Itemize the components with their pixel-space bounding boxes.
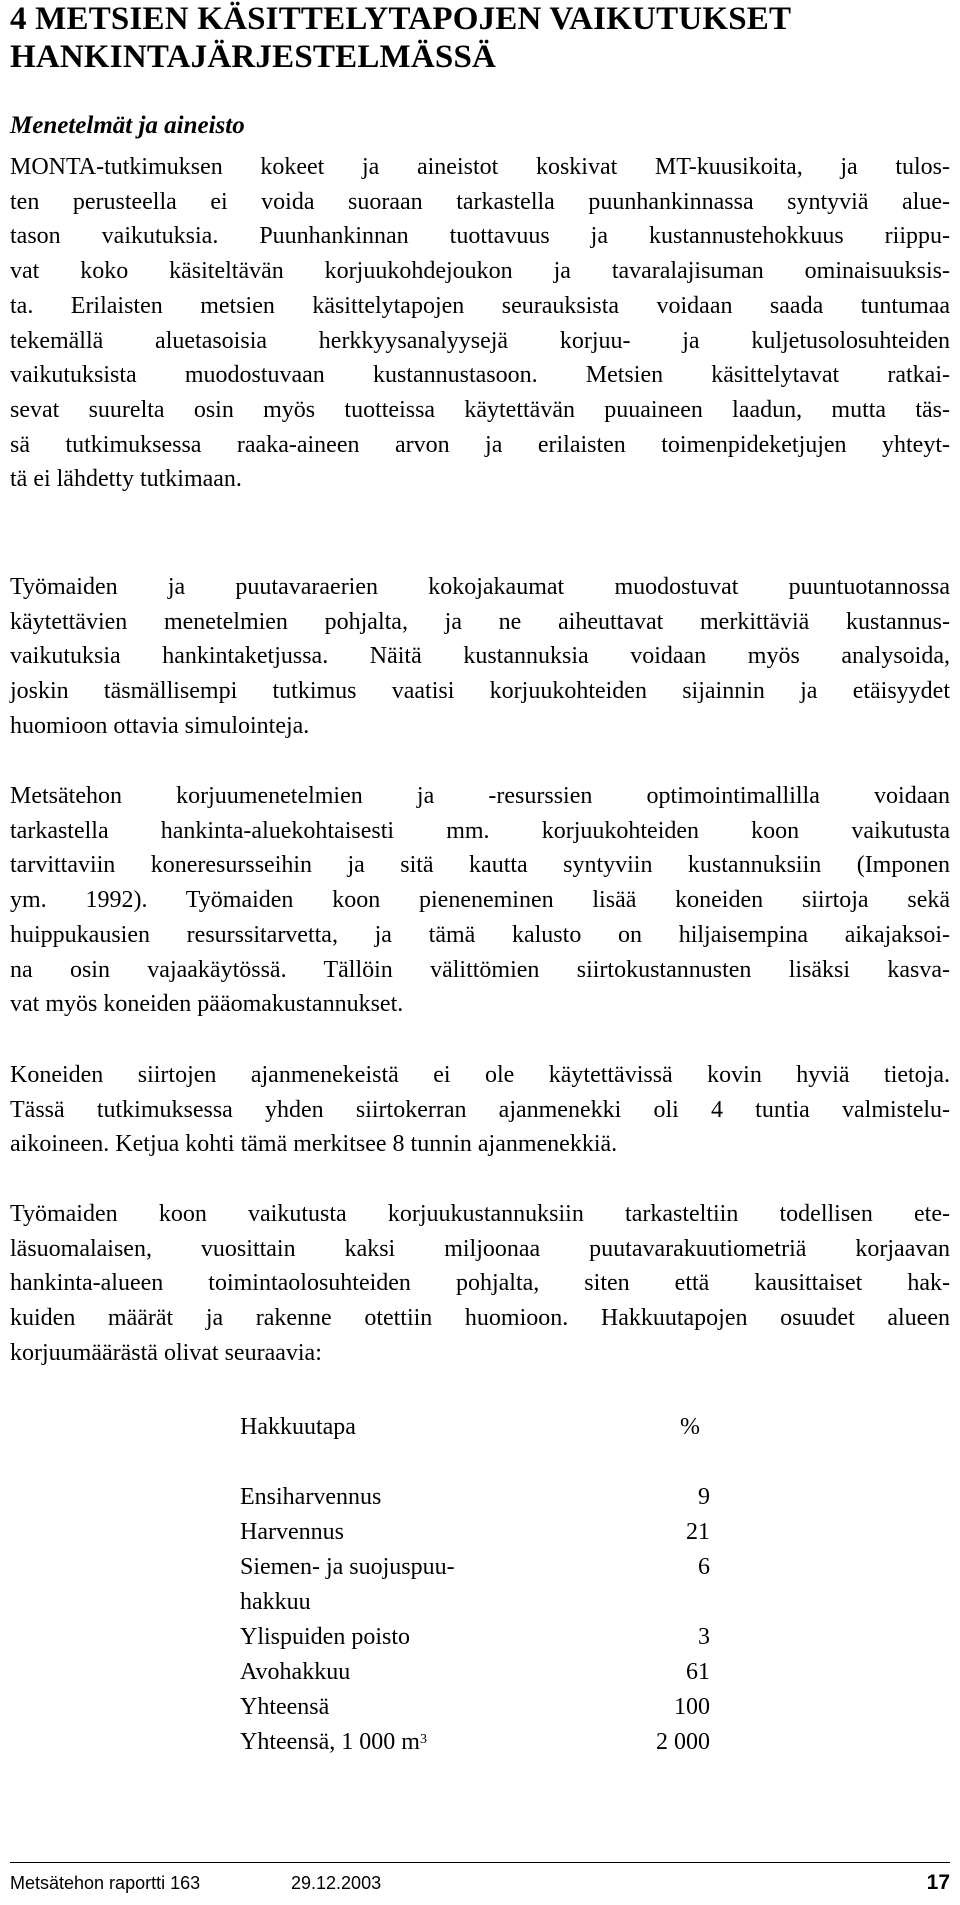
paragraph-3 — [10, 779, 950, 1022]
table-row-value: 61 — [686, 1659, 710, 1685]
table-row-label: Ylispuiden poisto — [240, 1624, 411, 1650]
table-row — [240, 1690, 710, 1725]
chapter-title — [10, 0, 950, 76]
table-row-value: 21 — [686, 1519, 710, 1545]
table-row-label: Yhteensä — [240, 1694, 330, 1720]
table-row — [240, 1585, 710, 1620]
table-total-volume-label — [240, 1725, 427, 1760]
text-line: läsuomalaisen, vuosittain kaksi miljoonaa puutavarakuutiometriä korjaavan — [10, 1235, 950, 1262]
text-line: tarvittaviin koneresursseihin ja sitä kautta syntyviin kustannuksiin (Imponen — [10, 852, 950, 879]
text-line: Tässä tutkimuksessa yhden siirtokerran ajanmenekki oli 4 tuntia valmistelu- — [10, 1096, 950, 1123]
table-row-value: 3 — [698, 1624, 710, 1650]
text-line: käytettävien menetelmien pohjalta, ja ne aiheuttavat merkittäviä kustannus- — [10, 608, 950, 635]
text-line: na osin vajaakäytössä. Tällöin välittömien siirtokustannusten lisäksi kasva- — [10, 956, 950, 983]
total-volume-label-text: Yhteensä, 1 000 m — [240, 1729, 420, 1755]
table-row — [240, 1655, 710, 1690]
table-row-label: Ensiharvennus — [240, 1484, 382, 1510]
table-header-label: Hakkuutapa — [240, 1414, 356, 1440]
table-total-volume-row — [240, 1725, 710, 1760]
text-line: sä tutkimuksessa raaka-aineen arvon ja erilaisten toimenpideketjujen yhteyt- — [10, 431, 950, 458]
text-line: MONTA-tutkimuksen kokeet ja aineistot koskivat MT-kuusikoita, ja tulos- — [10, 154, 950, 180]
text-line: tason vaikutuksia. Puunhankinnan tuottavuus ja kustannustehokkuus riippu- — [10, 223, 950, 250]
text-line: tarkastella hankinta-aluekohtaisesti mm. korjuukohteiden koon vaikutusta — [10, 817, 950, 844]
chapter-title-line-1: 4 METSIEN KÄSITTELYTAPOJEN VAIKUTUKSET — [10, 1, 792, 37]
footer-publication: Metsätehon raportti 163 — [10, 1873, 201, 1893]
table-row-label: Siemen- ja suojuspuu- — [240, 1554, 455, 1580]
text-line: vat myös koneiden pääomakustannukset. — [10, 991, 404, 1018]
table-row — [240, 1480, 710, 1515]
text-line: ten perusteella ei voida suoraan tarkastella puunhankinnassa syntyviä alue- — [10, 188, 950, 215]
text-line: ym. 1992). Työmaiden koon pieneneminen lisää koneiden siirtoja sekä — [10, 887, 950, 914]
text-line: tekemällä aluetasoisia herkkyysanalyysejä korjuu- ja kuljetusolosuhteiden — [10, 327, 950, 354]
paragraph-1 — [10, 150, 950, 497]
text-line: korjuumäärästä olivat seuraavia: — [10, 1339, 322, 1366]
text-line: Metsätehon korjuumenetelmien ja -resurssien optimointimallilla voidaan — [10, 783, 950, 809]
page-number: 17 — [926, 1871, 950, 1894]
page-footer — [10, 1868, 950, 1898]
table-row-value: 6 — [698, 1554, 710, 1580]
text-line: joskin täsmällisempi tutkimus vaatisi korjuukohteiden sijainnin ja etäisyydet — [10, 678, 950, 705]
table-row-label: hakkuu — [240, 1589, 311, 1615]
text-line: kuiden määrät ja rakenne otettiin huomioon. Hakkuutapojen osuudet alueen — [10, 1305, 950, 1332]
paragraph-2 — [10, 570, 950, 744]
text-line: aikoineen. Ketjua kohti tämä merkitsee 8 tunnin ajanmenekkiä. — [10, 1131, 618, 1158]
cubic-superscript: 3 — [419, 1732, 427, 1747]
table-header-value: % — [680, 1414, 700, 1440]
table-header-row — [240, 1410, 710, 1445]
text-line: hankinta-alueen toimintaolosuhteiden pohjalta, siten että kausittaiset hak- — [10, 1270, 950, 1297]
text-line: sevat suurelta osin myös tuotteissa käytettävän puuaineen laadun, mutta täs- — [10, 396, 950, 423]
text-line: Työmaiden ja puutavaraerien kokojakaumat muodostuvat puuntuotannossa — [10, 574, 950, 600]
text-line: Koneiden siirtojen ajanmenekeistä ei ole käytettävissä kovin hyviä tietoja. — [10, 1062, 950, 1088]
table-row — [240, 1620, 710, 1655]
text-line: tä ei lähdetty tutkimaan. — [10, 466, 242, 493]
table-row-label: Harvennus — [240, 1519, 344, 1545]
table-row-label: Avohakkuu — [240, 1659, 351, 1685]
paragraph-4 — [10, 1058, 950, 1162]
table-row-value: 9 — [698, 1484, 710, 1510]
table-row-value: 100 — [674, 1694, 710, 1720]
paragraph-5 — [10, 1197, 950, 1371]
text-line: huippukausien resurssitarvetta, ja tämä kalusto on hiljaisempina aikajaksoi- — [10, 921, 950, 948]
table-row — [240, 1550, 710, 1585]
table-row — [240, 1515, 710, 1550]
footer-divider — [10, 1862, 950, 1863]
subsection-heading: Menetelmät ja aineisto — [10, 112, 245, 139]
text-line: vaikutuksista muodostuvaan kustannustasoon. Metsien käsittelytavat ratkai- — [10, 362, 950, 389]
text-line: vaikutuksia hankintaketjussa. Näitä kustannuksia voidaan myös analysoida, — [10, 643, 950, 670]
text-line: Työmaiden koon vaikutusta korjuukustannuksiin tarkasteltiin todellisen ete- — [10, 1201, 950, 1227]
text-line: ta. Erilaisten metsien käsittelytapojen seurauksista voidaan saada tuntumaa — [10, 292, 950, 319]
table-total-volume-value: 2 000 — [656, 1729, 710, 1755]
chapter-title-line-2: HANKINTAJÄRJESTELMÄSSÄ — [10, 39, 497, 75]
text-line: vat koko käsiteltävän korjuukohdejoukon ja tavaralajisuman ominaisuuksis- — [10, 258, 950, 285]
text-line: huomioon ottavia simulointeja. — [10, 712, 310, 739]
footer-date: 29.12.2003 — [291, 1873, 382, 1893]
